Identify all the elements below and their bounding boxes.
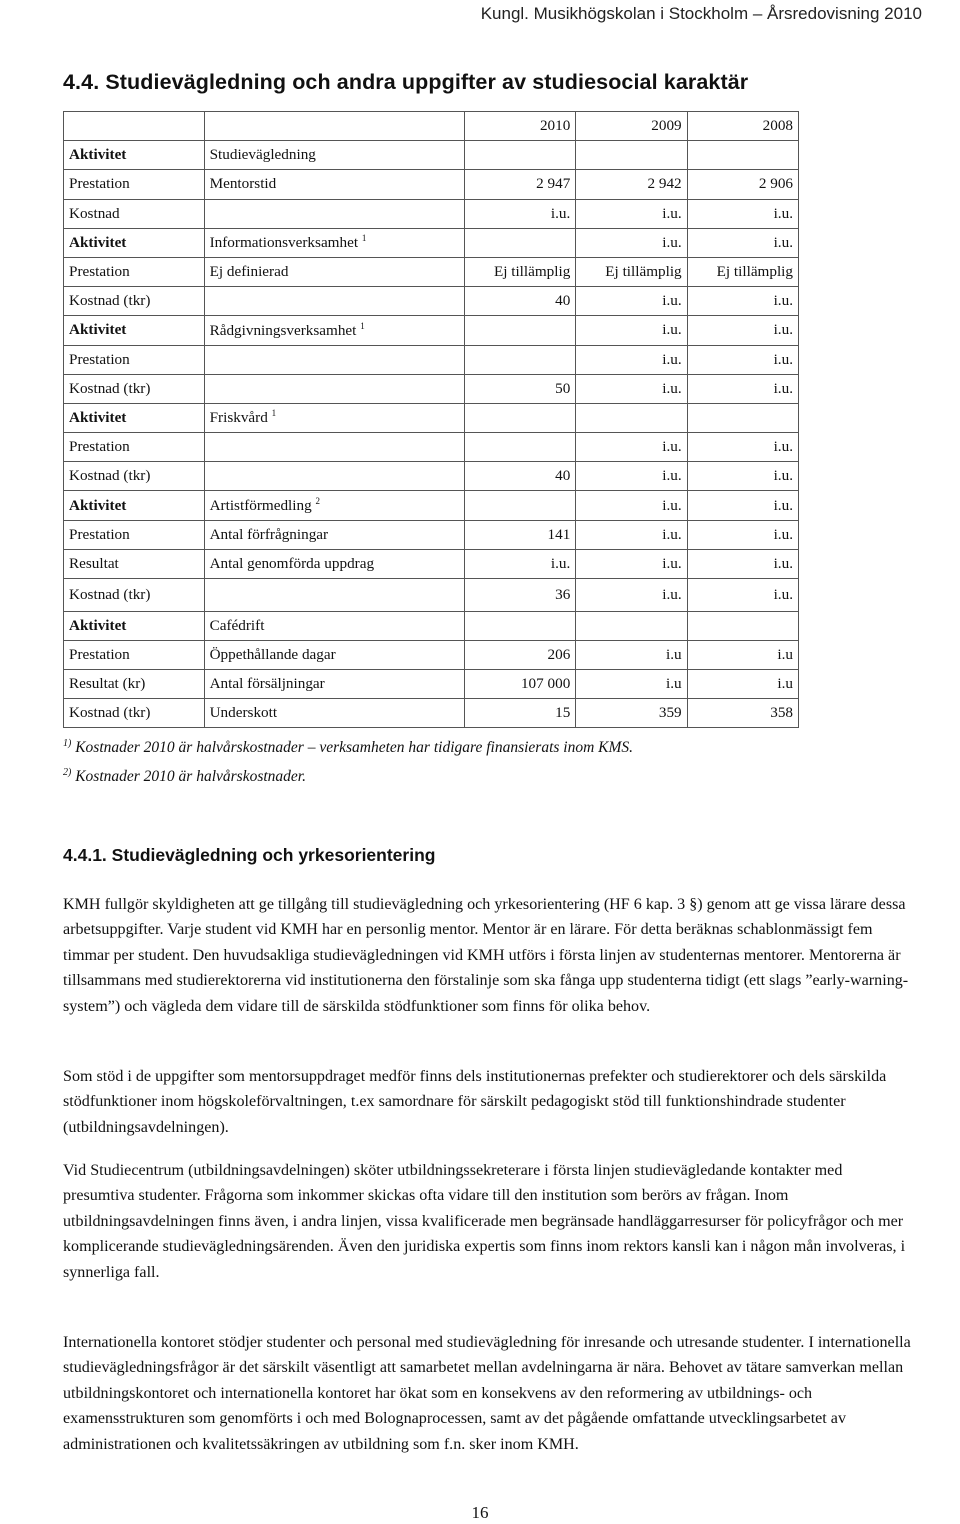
value-cell-2010: 36 (464, 579, 575, 612)
value-cell-2008: i.u. (687, 287, 798, 316)
year-header: 2009 (576, 112, 687, 141)
paragraph: Som stöd i de uppgifter som mentorsuppdraget medför finns dels institutionernas prefekter och studierektorer och dels särskilda stödfunktioner inom högskoleförvaltningen, t.ex samordnare för särskilt pedagogiskt stöd till funktionshindrade studenter (utbildningsavdelningen). (63, 1068, 887, 1136)
value-cell-2009: i.u. (576, 316, 687, 345)
value-cell-2010 (464, 403, 575, 432)
value-cell-2010: i.u. (464, 199, 575, 228)
value-cell-2009 (576, 611, 687, 640)
row-description (204, 345, 464, 374)
footnote-2 (63, 767, 306, 786)
value-cell-2009: 359 (576, 699, 687, 728)
row-label: Kostnad (tkr) (64, 699, 205, 728)
value-cell-2010: i.u. (464, 549, 575, 578)
table-header-row (64, 112, 799, 141)
row-description (204, 257, 464, 286)
value-cell-2010: 107 000 (464, 669, 575, 698)
value-cell-2010 (464, 491, 575, 520)
table-row (64, 520, 799, 549)
value-cell-2010: 40 (464, 287, 575, 316)
value-cell-2009: i.u. (576, 579, 687, 612)
table-row (64, 141, 799, 170)
value-cell-2009: i.u. (576, 374, 687, 403)
row-label: Prestation (64, 520, 205, 549)
table-row (64, 287, 799, 316)
row-label: Kostnad (64, 199, 205, 228)
page-header: Kungl. Musikhögskolan i Stockholm – Årsredovisning 2010 (480, 4, 922, 23)
description-text: Antal försäljningar (209, 674, 325, 692)
row-description (204, 579, 464, 612)
row-description (204, 316, 464, 345)
row-label: Kostnad (tkr) (64, 287, 205, 316)
row-label: Resultat (64, 549, 205, 578)
description-text: Underskott (209, 704, 278, 722)
value-cell-2008 (687, 403, 798, 432)
value-cell-2009: i.u. (576, 228, 687, 257)
value-cell-2009: 2 942 (576, 170, 687, 199)
row-description (204, 141, 464, 170)
value-cell-2008: 358 (687, 699, 798, 728)
description-text: Informationsverksamhet (209, 234, 359, 252)
paragraph: Vid Studiecentrum (utbildningsavdelningen) sköter utbildningssekreterare i första linjen studievägledande kontakter med presumtiva studenter. Frågorna som inkommer skickas ofta vidare till den institution som berörs av frågan. Inom utbildningsavdelningen finns även, i andra linjen, vissa kvalificerade men begränsade handläggarresurser för policyfrågor och mer komplicerande studievägledningsärenden. Även den juridiska expertis som finns inom rektors kansli kan i någon mån involveras, i synnerliga fall. (63, 1162, 906, 1281)
value-cell-2008: i.u. (687, 579, 798, 612)
table-row (64, 579, 799, 612)
subsection-title: 4.4.1. Studievägledning och yrkesorientering (63, 845, 436, 865)
value-cell-2009: i.u. (576, 199, 687, 228)
value-cell-2008: i.u (687, 669, 798, 698)
value-cell-2009: Ej tillämplig (576, 257, 687, 286)
table-row (64, 228, 799, 257)
row-description (204, 374, 464, 403)
row-label: Prestation (64, 257, 205, 286)
value-cell-2009: i.u. (576, 520, 687, 549)
value-cell-2010 (464, 611, 575, 640)
description-text: Antal förfrågningar (209, 525, 329, 543)
value-cell-2009: i.u. (576, 491, 687, 520)
description-text: Rådgivningsverksamhet (209, 321, 357, 339)
value-cell-2010 (464, 345, 575, 374)
description-text: Antal genomförda uppdrag (209, 554, 375, 572)
table-row (64, 257, 799, 286)
header-empty-cell (204, 112, 464, 141)
table-row (64, 611, 799, 640)
table-row (64, 170, 799, 199)
footnote-mark: 2) (63, 767, 72, 778)
row-label: Aktivitet (64, 228, 205, 257)
value-cell-2010 (464, 141, 575, 170)
value-cell-2009 (576, 141, 687, 170)
value-cell-2008: 2 906 (687, 170, 798, 199)
activity-table (63, 111, 799, 728)
value-cell-2008: i.u. (687, 199, 798, 228)
value-cell-2010 (464, 316, 575, 345)
footnote-reference: 2 (315, 496, 320, 506)
value-cell-2010: 206 (464, 640, 575, 669)
value-cell-2010: Ej tillämplig (464, 257, 575, 286)
row-label: Prestation (64, 345, 205, 374)
value-cell-2008: i.u. (687, 374, 798, 403)
value-cell-2008: i.u. (687, 520, 798, 549)
value-cell-2009: i.u. (576, 462, 687, 491)
row-description (204, 520, 464, 549)
row-label: Kostnad (tkr) (64, 579, 205, 612)
value-cell-2008: i.u. (687, 549, 798, 578)
row-label: Resultat (kr) (64, 669, 205, 698)
value-cell-2008: Ej tillämplig (687, 257, 798, 286)
row-description (204, 549, 464, 578)
value-cell-2008: i.u. (687, 491, 798, 520)
value-cell-2008: i.u. (687, 316, 798, 345)
paragraph: KMH fullgör skyldigheten att ge tillgång till studievägledning och yrkesorientering (HF 6 kap. 3 §) genom att ge vissa lärare dessa arbetsuppgifter. Varje student vid KMH har en personlig mentor. Mentor är en lärare. För detta beräknas schablonmässigt fem timmar per student. Den huvudsakliga studievägledningen vid KMH utförs i första linjen av studenternas mentorer. Mentorerna är tillsammans med studierektorerna vid institutionerna den förstalinje som ska fånga upp studenterna tidigt (ett slags ”early-warning-system”) och vägleda dem vidare till de särskilda stödfunktioner som finns för olika behov. (63, 896, 909, 1015)
row-description (204, 611, 464, 640)
value-cell-2010 (464, 433, 575, 462)
year-header: 2010 (464, 112, 575, 141)
table-row (64, 345, 799, 374)
value-cell-2008: i.u. (687, 462, 798, 491)
row-description (204, 491, 464, 520)
footnote-reference: 1 (361, 233, 367, 244)
row-description (204, 403, 464, 432)
table-row (64, 374, 799, 403)
value-cell-2010: 50 (464, 374, 575, 403)
footnote-1 (63, 738, 633, 757)
value-cell-2009: i.u. (576, 433, 687, 462)
footnote-text: Kostnader 2010 är halvårskostnader. (75, 768, 307, 786)
value-cell-2008 (687, 611, 798, 640)
table-row (64, 640, 799, 669)
row-description (204, 170, 464, 199)
description-text: Cafédrift (209, 616, 265, 634)
row-label: Aktivitet (64, 403, 205, 432)
row-label: Kostnad (tkr) (64, 374, 205, 403)
value-cell-2008 (687, 141, 798, 170)
header-empty-cell (64, 112, 205, 141)
footnote-text: Kostnader 2010 är halvårskostnader – verksamheten har tidigare finansierats inom KMS. (75, 739, 634, 757)
value-cell-2009: i.u. (576, 287, 687, 316)
value-cell-2010: 40 (464, 462, 575, 491)
row-label: Aktivitet (64, 316, 205, 345)
table-row (64, 549, 799, 578)
section-title: 4.4. Studievägledning och andra uppgifter av studiesocial karaktär (63, 70, 749, 94)
footnote-reference: 1 (271, 408, 277, 419)
row-label: Kostnad (tkr) (64, 462, 205, 491)
row-label: Aktivitet (64, 141, 205, 170)
row-description (204, 699, 464, 728)
value-cell-2008: i.u. (687, 228, 798, 257)
row-label: Aktivitet (64, 491, 205, 520)
table-row (64, 491, 799, 520)
value-cell-2010: 15 (464, 699, 575, 728)
value-cell-2008: i.u (687, 640, 798, 669)
table-row (64, 433, 799, 462)
value-cell-2010: 2 947 (464, 170, 575, 199)
row-description (204, 640, 464, 669)
footnote-mark: 1) (63, 738, 72, 749)
row-description (204, 228, 464, 257)
row-description (204, 669, 464, 698)
table-row (64, 316, 799, 345)
value-cell-2009: i.u (576, 669, 687, 698)
value-cell-2008: i.u. (687, 345, 798, 374)
description-text: Friskvård (209, 409, 268, 427)
row-label: Aktivitet (64, 611, 205, 640)
row-label: Prestation (64, 433, 205, 462)
footnote-reference: 1 (360, 320, 365, 331)
description-text: Öppethållande dagar (209, 645, 336, 663)
row-description (204, 462, 464, 491)
row-label: Prestation (64, 170, 205, 199)
description-text: Mentorstid (209, 175, 277, 193)
year-header: 2008 (687, 112, 798, 141)
value-cell-2009 (576, 403, 687, 432)
value-cell-2009: i.u. (576, 549, 687, 578)
row-description (204, 287, 464, 316)
paragraph: Internationella kontoret stödjer studenter och personal med studievägledning för inresande och utresande studenter. I internationella studievägledningsfrågor är det särskilt väsentligt att samarbetet mellan avdelningarna är nära. Behovet av tätare samverkan mellan utbildningskontoret och internationella kontoret har ökat som en konsekvens av den reformering av utbildnings- och examensstrukturen som genomförts i och med Bolognaprocessen, samt av det pågående omfattande utvecklingsarbetet av administrationen och kvalitetssäkringen av utbildning som f.n. sker inom KMH. (63, 1334, 911, 1453)
table-row (64, 669, 799, 698)
value-cell-2008: i.u. (687, 433, 798, 462)
row-label: Prestation (64, 640, 205, 669)
value-cell-2010 (464, 228, 575, 257)
table-row (64, 403, 799, 432)
description-text: Ej definierad (209, 263, 289, 281)
row-description (204, 199, 464, 228)
table-row (64, 699, 799, 728)
value-cell-2009: i.u. (576, 345, 687, 374)
value-cell-2009: i.u (576, 640, 687, 669)
table-row (64, 199, 799, 228)
description-text: Studievägledning (209, 146, 316, 164)
description-text: Artistförmedling (209, 497, 312, 515)
table-row (64, 462, 799, 491)
row-description (204, 433, 464, 462)
page-number: 16 (471, 1503, 489, 1522)
value-cell-2010: 141 (464, 520, 575, 549)
